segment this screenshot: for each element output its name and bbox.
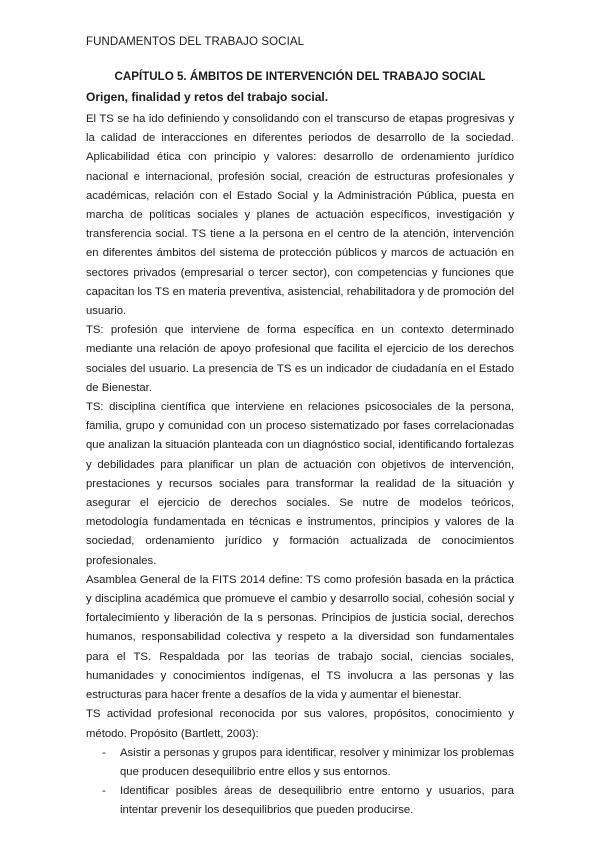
paragraph: El TS se ha ido definiendo y consolidando con el transcurso de etapas progresivas y la calidad de interacciones en diferentes periodos de desarrollo de la sociedad. Aplicabilidad ética con principio y valores: desarrollo de ordenamiento jurídico nacional e internacional, profesión social, creación de estructuras profesionales y académicas, relación con el Estado Social y la Administración Pública, puesta en marcha de políticas sociales y planes de actuación específicos, investigación y transferencia social. TS tiene a la persona en el centro de la atención, intervención en diferentes ámbitos del sistema de protección públicos y marcos de actuación en sectores privados (empresarial o tercer sector), con competencias y funciones que capacitan los TS en materia preventiva, asistencial, rehabilitadora y de promoción del usuario.	[86, 113, 514, 318]
list-item	[86, 782, 514, 820]
bullet-marker: -	[102, 746, 106, 759]
paragraph: TS: profesión que interviene de forma específica en un contexto determinado mediante una relación de apoyo profesional que facilita el ejercicio de los derechos sociales del usuario. La presencia de TS es un indicador de ciudadanía en el Estado de Bienestar.	[86, 324, 514, 394]
paragraph: Asamblea General de la FITS 2014 define: TS como profesión basada en la práctica y disciplina académica que promueve el cambio y desarrollo social, cohesión social y fortalecimiento y liberación de la s personas. Principios de justicia social, derechos humanos, responsabilidad colectiva y respeto a la diversidad son fundamentales para el TS. Respaldada por las teorías de trabajo social, ciencias sociales, humanidades y conocimientos indígenas, el TS involucra a las personas y las estructuras para hacer frente a desafíos de la vida y aumentar el bienestar.	[86, 573, 514, 702]
chapter-title: CAPÍTULO 5. ÁMBITOS DE INTERVENCIÓN DEL TRABAJO SOCIAL	[114, 70, 486, 83]
list-item-text: Identificar posibles áreas de desequilibrio entre entorno y usuarios, para intentar prevenir los desequilibrios que pueden producirse.	[120, 785, 514, 817]
list-item-text: Asistir a personas y grupos para identificar, resolver y minimizar los problemas que producen desequilibrio entre ellos y sus entornos.	[120, 746, 514, 778]
paragraph: TS actividad profesional reconocida por sus valores, propósitos, conocimiento y método. Propósito (Bartlett, 2003):	[86, 708, 514, 740]
section-subtitle: Origen, finalidad y retos del trabajo social.	[86, 90, 329, 104]
document-body	[86, 110, 514, 821]
running-header: FUNDAMENTOS DEL TRABAJO SOCIAL	[86, 36, 305, 48]
bullet-marker: -	[102, 785, 106, 798]
list-item	[86, 744, 514, 782]
paragraph: TS: disciplina científica que interviene en relaciones psicosociales de la persona, familia, grupo y comunidad con un proceso sistematizado por fases correlacionadas que analizan la situación planteada con un diagnóstico social, identificando fortalezas y debilidades para planificar un plan de actuación con objetivos de intervención, prestaciones y recursos sociales para transformar la realidad de la situación y asegurar el ejercicio de derechos sociales. Se nutre de modelos teóricos, metodología fundamentada en técnicas e instrumentos, principios y valores de la sociedad, ordenamiento jurídico y formación actualizada de conocimientos profesionales.	[86, 401, 514, 567]
bullet-list	[86, 744, 514, 821]
